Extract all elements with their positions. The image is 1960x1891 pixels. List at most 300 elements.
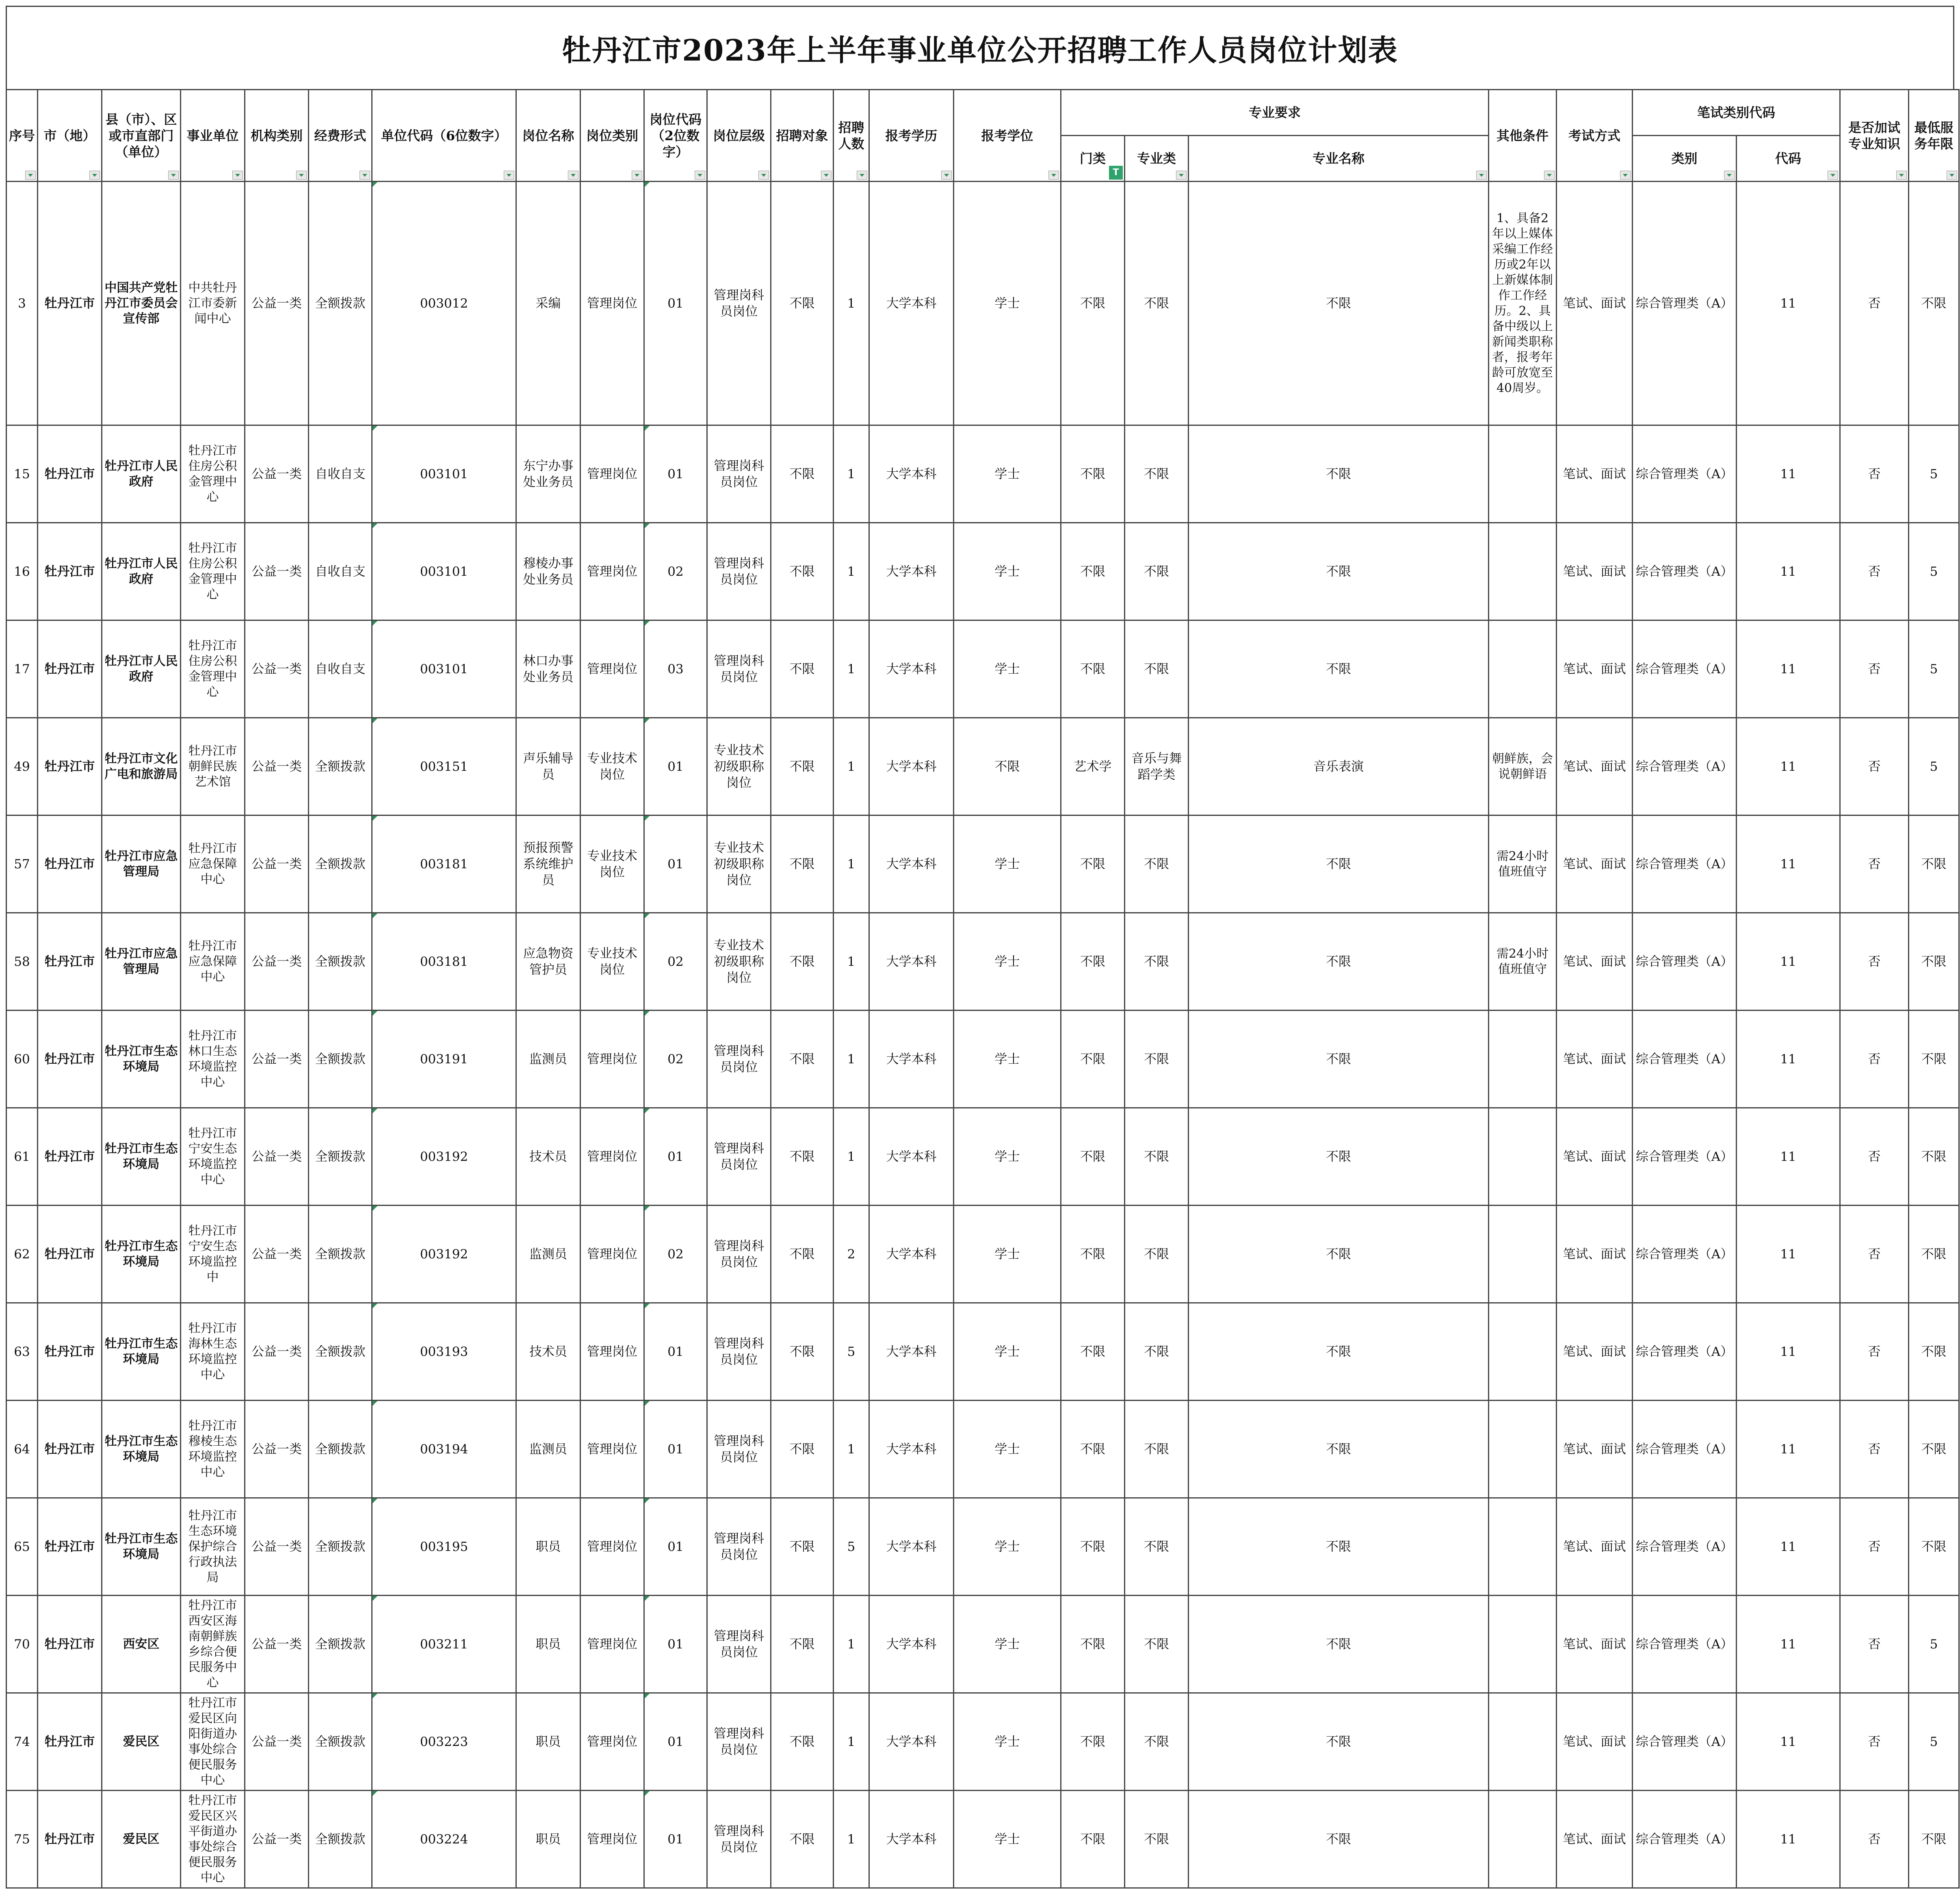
cell-exam-mode[interactable]: [1557, 1303, 1633, 1401]
cell-post-level[interactable]: [707, 620, 771, 718]
cell-extra-exam[interactable]: [1840, 1791, 1909, 1888]
cell-degree[interactable]: [954, 1206, 1061, 1303]
cell-county[interactable]: [102, 1596, 181, 1693]
cell-edu[interactable]: [869, 815, 954, 913]
cell-org-type[interactable]: [245, 815, 309, 913]
dropdown-arrow-icon[interactable]: [296, 171, 307, 180]
dropdown-arrow-icon[interactable]: [1544, 171, 1555, 180]
cell-seq[interactable]: [6, 1498, 38, 1596]
cell-major-name[interactable]: [1189, 815, 1489, 913]
cell-major-class[interactable]: [1125, 1498, 1189, 1596]
cell-degree[interactable]: [954, 815, 1061, 913]
cell-unit-code[interactable]: [372, 1011, 516, 1108]
cell-seq[interactable]: [6, 718, 38, 815]
dropdown-arrow-icon[interactable]: [360, 171, 370, 180]
cell-seq[interactable]: [6, 620, 38, 718]
header-edu[interactable]: 报考学历: [869, 90, 954, 182]
cell-county[interactable]: [102, 425, 181, 523]
cell-city[interactable]: [38, 1596, 102, 1693]
cell-other-conditions[interactable]: [1489, 913, 1557, 1011]
cell-post-name[interactable]: [516, 1303, 580, 1401]
header-written-code-sub[interactable]: 代码: [1737, 136, 1840, 182]
cell-major-name[interactable]: [1189, 1401, 1489, 1498]
cell-count[interactable]: [834, 425, 869, 523]
cell-post-level[interactable]: [707, 1108, 771, 1206]
cell-target[interactable]: [771, 1791, 834, 1888]
cell-written-code[interactable]: [1737, 1011, 1840, 1108]
cell-org-type[interactable]: [245, 1206, 309, 1303]
cell-county[interactable]: [102, 1693, 181, 1791]
cell-min-years[interactable]: [1909, 718, 1959, 815]
cell-seq[interactable]: [6, 1206, 38, 1303]
cell-min-years[interactable]: [1909, 1011, 1959, 1108]
cell-other-conditions[interactable]: [1489, 1303, 1557, 1401]
cell-major-name[interactable]: [1189, 913, 1489, 1011]
cell-written-category[interactable]: [1633, 913, 1737, 1011]
cell-major-class[interactable]: [1125, 620, 1189, 718]
cell-major-class[interactable]: [1125, 1791, 1189, 1888]
cell-unit[interactable]: [181, 718, 245, 815]
dropdown-arrow-icon[interactable]: [1828, 171, 1838, 180]
cell-county[interactable]: [102, 1108, 181, 1206]
cell-unit[interactable]: [181, 182, 245, 425]
cell-city[interactable]: [38, 1498, 102, 1596]
cell-seq[interactable]: [6, 1011, 38, 1108]
cell-major-class[interactable]: [1125, 1401, 1189, 1498]
cell-count[interactable]: [834, 913, 869, 1011]
cell-fund[interactable]: [309, 1011, 372, 1108]
cell-min-years[interactable]: [1909, 815, 1959, 913]
cell-org-type[interactable]: [245, 1108, 309, 1206]
cell-city[interactable]: [38, 425, 102, 523]
cell-seq[interactable]: [6, 1401, 38, 1498]
cell-fund[interactable]: [309, 182, 372, 425]
cell-written-code[interactable]: [1737, 1206, 1840, 1303]
cell-post-name[interactable]: [516, 182, 580, 425]
cell-unit[interactable]: [181, 1693, 245, 1791]
cell-other-conditions[interactable]: [1489, 1206, 1557, 1303]
cell-min-years[interactable]: [1909, 1206, 1959, 1303]
cell-major-class[interactable]: [1125, 1303, 1189, 1401]
cell-unit[interactable]: [181, 620, 245, 718]
cell-count[interactable]: [834, 815, 869, 913]
cell-unit[interactable]: [181, 1498, 245, 1596]
dropdown-arrow-icon[interactable]: [232, 171, 243, 180]
cell-seq[interactable]: [6, 425, 38, 523]
cell-unit[interactable]: [181, 523, 245, 620]
cell-county[interactable]: [102, 1206, 181, 1303]
cell-post-level[interactable]: [707, 1206, 771, 1303]
cell-target[interactable]: [771, 425, 834, 523]
cell-major-gate[interactable]: [1061, 1206, 1125, 1303]
cell-edu[interactable]: [869, 1791, 954, 1888]
cell-written-code[interactable]: [1737, 1791, 1840, 1888]
cell-county[interactable]: [102, 1791, 181, 1888]
cell-post-code[interactable]: [644, 815, 707, 913]
cell-written-category[interactable]: [1633, 1108, 1737, 1206]
cell-exam-mode[interactable]: [1557, 620, 1633, 718]
cell-seq[interactable]: [6, 182, 38, 425]
cell-min-years[interactable]: [1909, 1596, 1959, 1693]
cell-fund[interactable]: [309, 1206, 372, 1303]
cell-county[interactable]: [102, 1498, 181, 1596]
cell-min-years[interactable]: [1909, 1401, 1959, 1498]
cell-unit-code[interactable]: [372, 1596, 516, 1693]
dropdown-arrow-icon[interactable]: [1048, 171, 1059, 180]
dropdown-arrow-icon[interactable]: [1947, 171, 1957, 180]
cell-unit[interactable]: [181, 815, 245, 913]
cell-org-type[interactable]: [245, 523, 309, 620]
header-org-type[interactable]: 机构类别: [245, 90, 309, 182]
cell-seq[interactable]: [6, 523, 38, 620]
cell-major-class[interactable]: [1125, 182, 1189, 425]
cell-major-class[interactable]: [1125, 718, 1189, 815]
cell-extra-exam[interactable]: [1840, 425, 1909, 523]
cell-major-name[interactable]: [1189, 718, 1489, 815]
cell-post-level[interactable]: [707, 425, 771, 523]
cell-edu[interactable]: [869, 1498, 954, 1596]
header-unit-code[interactable]: 单位代码（6位数字）: [372, 90, 516, 182]
cell-exam-mode[interactable]: [1557, 815, 1633, 913]
cell-count[interactable]: [834, 523, 869, 620]
cell-city[interactable]: [38, 1108, 102, 1206]
cell-post-code[interactable]: [644, 1791, 707, 1888]
cell-unit-code[interactable]: [372, 182, 516, 425]
cell-count[interactable]: [834, 182, 869, 425]
cell-other-conditions[interactable]: [1489, 718, 1557, 815]
cell-exam-mode[interactable]: [1557, 523, 1633, 620]
header-post-name[interactable]: 岗位名称: [516, 90, 580, 182]
cell-seq[interactable]: [6, 1108, 38, 1206]
cell-seq[interactable]: [6, 815, 38, 913]
cell-edu[interactable]: [869, 718, 954, 815]
cell-county[interactable]: [102, 718, 181, 815]
cell-fund[interactable]: [309, 1791, 372, 1888]
cell-fund[interactable]: [309, 1108, 372, 1206]
filter-active-icon[interactable]: T: [1109, 166, 1123, 180]
header-min-years[interactable]: 最低服务年限: [1909, 90, 1959, 182]
dropdown-arrow-icon[interactable]: [504, 171, 514, 180]
cell-post-name[interactable]: [516, 815, 580, 913]
cell-org-type[interactable]: [245, 1791, 309, 1888]
cell-min-years[interactable]: [1909, 913, 1959, 1011]
cell-extra-exam[interactable]: [1840, 523, 1909, 620]
cell-unit[interactable]: [181, 1011, 245, 1108]
cell-target[interactable]: [771, 1108, 834, 1206]
cell-county[interactable]: [102, 1401, 181, 1498]
cell-city[interactable]: [38, 1791, 102, 1888]
cell-written-code[interactable]: [1737, 523, 1840, 620]
cell-major-gate[interactable]: [1061, 1108, 1125, 1206]
cell-post-type[interactable]: [580, 620, 644, 718]
cell-written-code[interactable]: [1737, 425, 1840, 523]
cell-target[interactable]: [771, 1498, 834, 1596]
header-other[interactable]: 其他条件: [1489, 90, 1557, 182]
cell-major-name[interactable]: [1189, 182, 1489, 425]
cell-major-name[interactable]: [1189, 1693, 1489, 1791]
cell-count[interactable]: [834, 1498, 869, 1596]
cell-written-code[interactable]: [1737, 620, 1840, 718]
cell-target[interactable]: [771, 620, 834, 718]
header-post-level[interactable]: 岗位层级: [707, 90, 771, 182]
cell-major-name[interactable]: [1189, 1596, 1489, 1693]
dropdown-arrow-icon[interactable]: [758, 171, 769, 180]
header-unit[interactable]: 事业单位: [181, 90, 245, 182]
cell-unit-code[interactable]: [372, 815, 516, 913]
cell-unit[interactable]: [181, 1303, 245, 1401]
cell-major-name[interactable]: [1189, 1303, 1489, 1401]
cell-degree[interactable]: [954, 1303, 1061, 1401]
cell-post-type[interactable]: [580, 913, 644, 1011]
header-exam-mode[interactable]: 考试方式: [1557, 90, 1633, 182]
cell-post-type[interactable]: [580, 1693, 644, 1791]
cell-degree[interactable]: [954, 620, 1061, 718]
cell-written-category[interactable]: [1633, 1596, 1737, 1693]
cell-org-type[interactable]: [245, 425, 309, 523]
header-degree[interactable]: 报考学位: [954, 90, 1061, 182]
cell-post-name[interactable]: [516, 523, 580, 620]
cell-degree[interactable]: [954, 913, 1061, 1011]
cell-written-category[interactable]: [1633, 1693, 1737, 1791]
cell-org-type[interactable]: [245, 1401, 309, 1498]
cell-post-type[interactable]: [580, 1206, 644, 1303]
cell-unit-code[interactable]: [372, 1303, 516, 1401]
cell-post-level[interactable]: [707, 523, 771, 620]
cell-written-code[interactable]: [1737, 718, 1840, 815]
header-seq[interactable]: 序号: [6, 90, 38, 182]
cell-written-code[interactable]: [1737, 1303, 1840, 1401]
cell-edu[interactable]: [869, 1596, 954, 1693]
cell-target[interactable]: [771, 523, 834, 620]
cell-degree[interactable]: [954, 523, 1061, 620]
cell-other-conditions[interactable]: [1489, 1108, 1557, 1206]
cell-written-code[interactable]: [1737, 1596, 1840, 1693]
cell-edu[interactable]: [869, 620, 954, 718]
cell-org-type[interactable]: [245, 182, 309, 425]
cell-fund[interactable]: [309, 815, 372, 913]
cell-post-name[interactable]: [516, 1011, 580, 1108]
cell-post-code[interactable]: [644, 523, 707, 620]
cell-min-years[interactable]: [1909, 182, 1959, 425]
cell-target[interactable]: [771, 1011, 834, 1108]
cell-major-class[interactable]: [1125, 913, 1189, 1011]
cell-major-name[interactable]: [1189, 1498, 1489, 1596]
cell-post-name[interactable]: [516, 1206, 580, 1303]
cell-extra-exam[interactable]: [1840, 913, 1909, 1011]
cell-count[interactable]: [834, 1011, 869, 1108]
cell-major-class[interactable]: [1125, 1011, 1189, 1108]
dropdown-arrow-icon[interactable]: [941, 171, 952, 180]
cell-post-type[interactable]: [580, 1596, 644, 1693]
cell-post-code[interactable]: [644, 425, 707, 523]
cell-written-code[interactable]: [1737, 1108, 1840, 1206]
cell-county[interactable]: [102, 1011, 181, 1108]
dropdown-arrow-icon[interactable]: [695, 171, 705, 180]
cell-target[interactable]: [771, 1596, 834, 1693]
cell-written-code[interactable]: [1737, 1401, 1840, 1498]
dropdown-arrow-icon[interactable]: [568, 171, 578, 180]
cell-exam-mode[interactable]: [1557, 1108, 1633, 1206]
cell-unit[interactable]: [181, 1596, 245, 1693]
cell-post-name[interactable]: [516, 1596, 580, 1693]
cell-extra-exam[interactable]: [1840, 815, 1909, 913]
header-written-cat[interactable]: 类别: [1633, 136, 1737, 182]
cell-seq[interactable]: [6, 1303, 38, 1401]
cell-edu[interactable]: [869, 1401, 954, 1498]
cell-degree[interactable]: [954, 718, 1061, 815]
cell-post-level[interactable]: [707, 1791, 771, 1888]
cell-post-code[interactable]: [644, 1303, 707, 1401]
dropdown-arrow-icon[interactable]: [168, 171, 179, 180]
cell-exam-mode[interactable]: [1557, 718, 1633, 815]
cell-fund[interactable]: [309, 1401, 372, 1498]
cell-major-class[interactable]: [1125, 815, 1189, 913]
cell-post-type[interactable]: [580, 1791, 644, 1888]
cell-county[interactable]: [102, 620, 181, 718]
cell-unit[interactable]: [181, 1206, 245, 1303]
cell-post-name[interactable]: [516, 1108, 580, 1206]
cell-city[interactable]: [38, 620, 102, 718]
cell-post-name[interactable]: [516, 425, 580, 523]
cell-edu[interactable]: [869, 182, 954, 425]
cell-fund[interactable]: [309, 718, 372, 815]
cell-target[interactable]: [771, 1303, 834, 1401]
cell-written-category[interactable]: [1633, 523, 1737, 620]
cell-org-type[interactable]: [245, 1693, 309, 1791]
cell-min-years[interactable]: [1909, 1303, 1959, 1401]
cell-target[interactable]: [771, 1693, 834, 1791]
cell-written-category[interactable]: [1633, 1206, 1737, 1303]
cell-post-name[interactable]: [516, 913, 580, 1011]
cell-post-level[interactable]: [707, 913, 771, 1011]
header-post-type[interactable]: 岗位类别: [580, 90, 644, 182]
cell-extra-exam[interactable]: [1840, 1498, 1909, 1596]
cell-fund[interactable]: [309, 913, 372, 1011]
cell-major-gate[interactable]: [1061, 1011, 1125, 1108]
cell-extra-exam[interactable]: [1840, 1401, 1909, 1498]
cell-org-type[interactable]: [245, 1011, 309, 1108]
cell-county[interactable]: [102, 913, 181, 1011]
cell-written-category[interactable]: [1633, 718, 1737, 815]
cell-degree[interactable]: [954, 1498, 1061, 1596]
cell-written-code[interactable]: [1737, 815, 1840, 913]
cell-post-code[interactable]: [644, 182, 707, 425]
header-major-class[interactable]: 专业类: [1125, 136, 1189, 182]
cell-post-name[interactable]: [516, 1693, 580, 1791]
cell-other-conditions[interactable]: [1489, 1596, 1557, 1693]
cell-written-category[interactable]: [1633, 425, 1737, 523]
cell-post-type[interactable]: [580, 1401, 644, 1498]
cell-other-conditions[interactable]: [1489, 620, 1557, 718]
cell-post-type[interactable]: [580, 718, 644, 815]
cell-fund[interactable]: [309, 1693, 372, 1791]
cell-extra-exam[interactable]: [1840, 718, 1909, 815]
cell-exam-mode[interactable]: [1557, 425, 1633, 523]
cell-major-gate[interactable]: [1061, 1693, 1125, 1791]
header-count[interactable]: 招聘人数: [834, 90, 869, 182]
cell-major-class[interactable]: [1125, 1596, 1189, 1693]
cell-edu[interactable]: [869, 1693, 954, 1791]
cell-county[interactable]: [102, 182, 181, 425]
header-county[interactable]: 县（市）、区或市直部门（单位）: [102, 90, 181, 182]
cell-org-type[interactable]: [245, 718, 309, 815]
cell-major-name[interactable]: [1189, 1011, 1489, 1108]
cell-edu[interactable]: [869, 523, 954, 620]
dropdown-arrow-icon[interactable]: [25, 171, 36, 180]
cell-degree[interactable]: [954, 1693, 1061, 1791]
header-major-gate[interactable]: 门类 T: [1061, 136, 1125, 182]
cell-post-name[interactable]: [516, 1791, 580, 1888]
cell-unit[interactable]: [181, 425, 245, 523]
cell-degree[interactable]: [954, 425, 1061, 523]
cell-extra-exam[interactable]: [1840, 182, 1909, 425]
cell-degree[interactable]: [954, 1596, 1061, 1693]
cell-post-type[interactable]: [580, 1011, 644, 1108]
cell-seq[interactable]: [6, 913, 38, 1011]
cell-written-category[interactable]: [1633, 182, 1737, 425]
cell-other-conditions[interactable]: [1489, 425, 1557, 523]
cell-major-gate[interactable]: [1061, 1303, 1125, 1401]
cell-post-level[interactable]: [707, 1011, 771, 1108]
cell-degree[interactable]: [954, 1011, 1061, 1108]
cell-seq[interactable]: [6, 1693, 38, 1791]
cell-exam-mode[interactable]: [1557, 1693, 1633, 1791]
cell-fund[interactable]: [309, 620, 372, 718]
cell-extra-exam[interactable]: [1840, 1303, 1909, 1401]
cell-other-conditions[interactable]: [1489, 815, 1557, 913]
dropdown-arrow-icon[interactable]: [1620, 171, 1631, 180]
cell-degree[interactable]: [954, 182, 1061, 425]
cell-post-name[interactable]: [516, 1401, 580, 1498]
cell-target[interactable]: [771, 182, 834, 425]
cell-unit-code[interactable]: [372, 1401, 516, 1498]
cell-fund[interactable]: [309, 1596, 372, 1693]
cell-other-conditions[interactable]: [1489, 1498, 1557, 1596]
cell-city[interactable]: [38, 1303, 102, 1401]
header-fund[interactable]: 经费形式: [309, 90, 372, 182]
cell-post-code[interactable]: [644, 1693, 707, 1791]
dropdown-arrow-icon[interactable]: [857, 171, 867, 180]
dropdown-arrow-icon[interactable]: [1176, 171, 1187, 180]
cell-min-years[interactable]: [1909, 1108, 1959, 1206]
cell-post-code[interactable]: [644, 620, 707, 718]
cell-city[interactable]: [38, 1206, 102, 1303]
cell-major-class[interactable]: [1125, 1206, 1189, 1303]
cell-written-category[interactable]: [1633, 1498, 1737, 1596]
cell-unit-code[interactable]: [372, 1498, 516, 1596]
cell-post-code[interactable]: [644, 718, 707, 815]
cell-other-conditions[interactable]: [1489, 182, 1557, 425]
cell-other-conditions[interactable]: [1489, 523, 1557, 620]
cell-post-type[interactable]: [580, 425, 644, 523]
cell-count[interactable]: [834, 1596, 869, 1693]
cell-major-name[interactable]: [1189, 1791, 1489, 1888]
dropdown-arrow-icon[interactable]: [821, 171, 832, 180]
cell-count[interactable]: [834, 620, 869, 718]
cell-extra-exam[interactable]: [1840, 1011, 1909, 1108]
cell-city[interactable]: [38, 1011, 102, 1108]
cell-count[interactable]: [834, 718, 869, 815]
cell-min-years[interactable]: [1909, 1693, 1959, 1791]
cell-other-conditions[interactable]: [1489, 1791, 1557, 1888]
cell-unit-code[interactable]: [372, 718, 516, 815]
cell-post-code[interactable]: [644, 1011, 707, 1108]
cell-major-class[interactable]: [1125, 523, 1189, 620]
cell-exam-mode[interactable]: [1557, 1401, 1633, 1498]
cell-major-class[interactable]: [1125, 425, 1189, 523]
cell-post-code[interactable]: [644, 1401, 707, 1498]
cell-count[interactable]: [834, 1401, 869, 1498]
